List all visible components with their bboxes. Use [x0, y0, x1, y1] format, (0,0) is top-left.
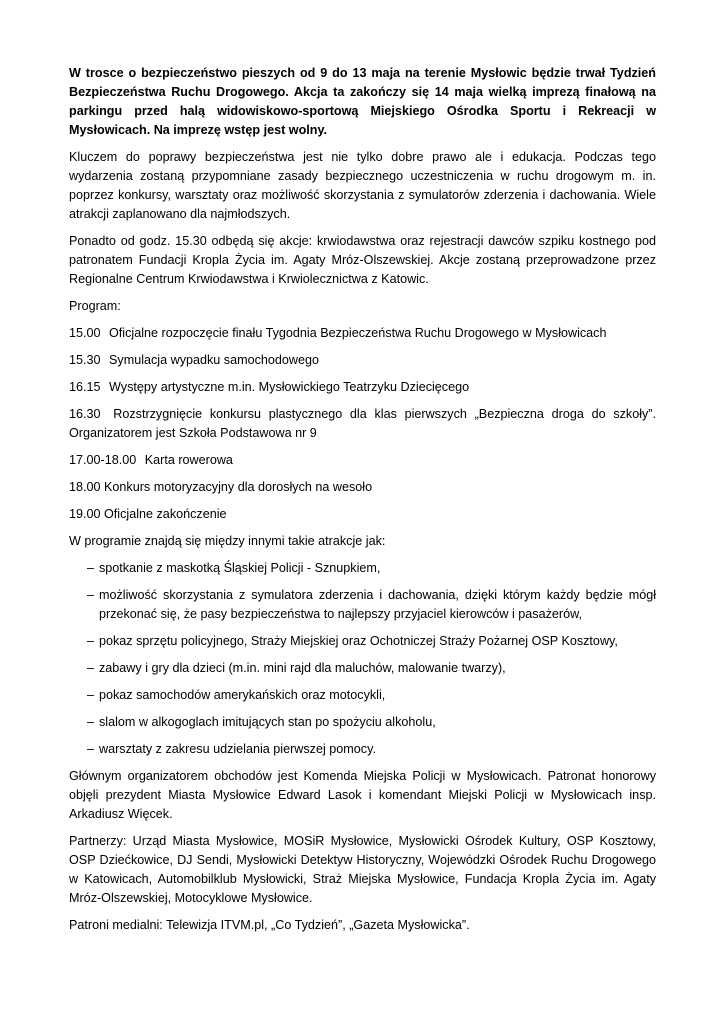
program-item	[69, 478, 656, 497]
list-item	[69, 559, 656, 578]
list-item-text: spotkanie z maskotką Śląskiej Policji - Sznupkiem,	[99, 561, 381, 575]
media-patrons-paragraph: Patroni medialni: Telewizja ITVM.pl, „Co Tydzień”, „Gazeta Mysłowicka”.	[69, 918, 470, 932]
program-text: Rozstrzygnięcie konkursu plastycznego dla klas pierwszych „Bezpieczna droga do szkoły”. Organizatorem jest Szkoła Podstawowa nr 9	[69, 407, 656, 440]
list-item-text: slalom w alkogoglach imitujących stan po spożyciu alkoholu,	[99, 715, 436, 729]
list-item	[69, 586, 656, 624]
list-item	[69, 713, 656, 732]
program-text: Oficjalne zakończenie	[104, 507, 227, 521]
program-item	[69, 324, 656, 343]
program-text: Występy artystyczne m.in. Mysłowickiego Teatrzyku Dziecięcego	[109, 380, 470, 394]
intro-paragraph: W trosce o bezpieczeństwo pieszych od 9 do 13 maja na terenie Mysłowic będzie trwał Tydzień Bezpieczeństwa Ruchu Drogowego. Akcja ta zakończy się 14 maja wielką imprezą finałową na parkingu przed halą widowiskowo-sportową Miejskiego Ośrodka Sportu i Rekreacji w Mysłowicach. Na imprezę wstęp jest wolny.	[69, 66, 656, 137]
program-text: Karta rowerowa	[144, 453, 233, 467]
dash-bullet-icon: –	[87, 715, 95, 729]
program-time: 15.30	[69, 353, 101, 367]
attractions-heading: W programie znajdą się między innymi takie atrakcje jak:	[69, 534, 386, 548]
list-item-text: warsztaty z zakresu udzielania pierwszej pomocy.	[99, 742, 376, 756]
list-item-text: możliwość skorzystania z symulatora zderzenia i dachowania, dzięki którym każdy będzie mógł przekonać się, że pasy bezpieczeństwa to najlepszy przyjaciel kierowców i pasażerów,	[99, 588, 656, 621]
dash-bullet-icon: –	[87, 634, 95, 648]
program-text: Symulacja wypadku samochodowego	[109, 353, 320, 367]
program-text: Oficjalne rozpoczęcie finału Tygodnia Bezpieczeństwa Ruchu Drogowego w Mysłowicach	[109, 326, 607, 340]
program-item	[69, 378, 656, 397]
program-time: 15.00	[69, 326, 101, 340]
program-list	[69, 324, 656, 524]
attractions-list	[69, 559, 656, 759]
dash-bullet-icon: –	[87, 661, 95, 675]
program-time: 19.00	[69, 507, 101, 521]
program-time: 18.00	[69, 480, 101, 494]
blood-donation-paragraph: Ponadto od godz. 15.30 odbędą się akcje: krwiodawstwa oraz rejestracji dawców szpiku kostnego pod patronatem Fundacji Kropla Życia im. Agaty Mróz-Olszewskiej. Akcje zostaną przeprowadzone przez Regionalne Centrum Krwiodawstwa i Krwiolecznictwa z Katowic.	[69, 234, 656, 286]
list-item	[69, 632, 656, 651]
program-text: Konkurs motoryzacyjny dla dorosłych na wesoło	[104, 480, 373, 494]
dash-bullet-icon: –	[87, 588, 95, 602]
program-item	[69, 405, 656, 443]
program-time: 16.30	[69, 407, 101, 421]
program-time: 16.15	[69, 380, 101, 394]
partners-paragraph: Partnerzy: Urząd Miasta Mysłowice, MOSiR Mysłowice, Mysłowicki Ośrodek Kultury, OSP Kosztowy, OSP Dziećkowice, DJ Sendi, Mysłowicki Detektyw Historyczny, Wojewódzki Ośrodek Ruchu Drogowego w Katowicach, Automobilklub Mysłowicki, Straż Miejska Mysłowice, Fundacja Kropla Życia im. Agaty Mróz-Olszewskiej, Motocyklowe Mysłowice.	[69, 834, 656, 905]
program-time: 17.00-18.00	[69, 453, 137, 467]
dash-bullet-icon: –	[87, 742, 95, 756]
organizer-paragraph: Głównym organizatorem obchodów jest Komenda Miejska Policji w Mysłowicach. Patronat honorowy objęli prezydent Miasta Mysłowice Edward Lasok i komendant Miejski Policji w Mysłowicach insp. Arkadiusz Więcek.	[69, 769, 656, 821]
list-item	[69, 686, 656, 705]
program-item	[69, 505, 656, 524]
document-page	[69, 64, 656, 943]
list-item-text: pokaz samochodów amerykańskich oraz motocykli,	[99, 688, 386, 702]
program-heading: Program:	[69, 299, 121, 313]
list-item-text: pokaz sprzętu policyjnego, Straży Miejskiej oraz Ochotniczej Straży Pożarnej OSP Kosztowy,	[99, 634, 618, 648]
dash-bullet-icon: –	[87, 688, 95, 702]
program-item	[69, 351, 656, 370]
education-paragraph: Kluczem do poprawy bezpieczeństwa jest nie tylko dobre prawo ale i edukacja. Podczas tego wydarzenia zostaną przypomniane zasady bezpiecznego uczestniczenia w ruchu drogowym m. in. poprzez konkursy, warsztaty oraz możliwość skorzystania z symulatorów zderzenia i dachowania. Wiele atrakcji zaplanowano dla najmłodszych.	[69, 150, 656, 221]
program-item	[69, 451, 656, 470]
list-item	[69, 740, 656, 759]
list-item-text: zabawy i gry dla dzieci (m.in. mini rajd dla maluchów, malowanie twarzy),	[99, 661, 506, 675]
list-item	[69, 659, 656, 678]
dash-bullet-icon: –	[87, 561, 95, 575]
